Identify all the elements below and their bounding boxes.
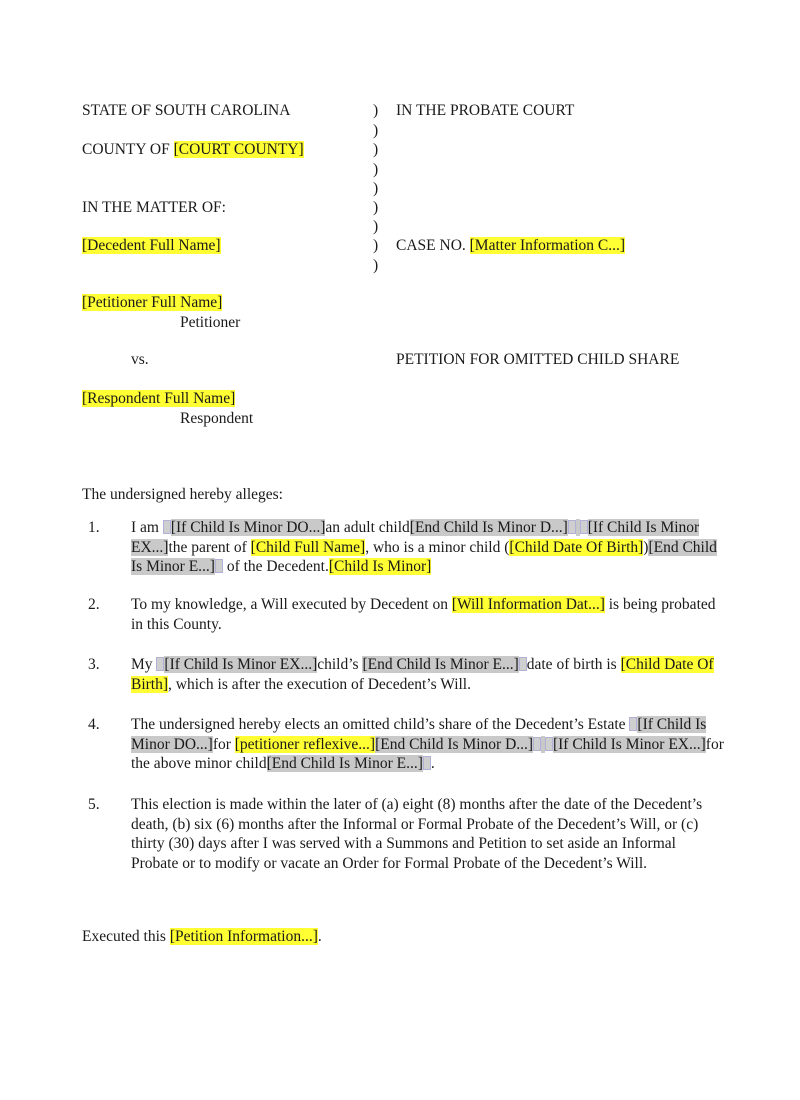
caption-paren: ) bbox=[373, 161, 379, 178]
conditional-field[interactable]: [If Child Is Minor EX...] bbox=[552, 735, 706, 753]
text: . bbox=[430, 755, 435, 772]
caption-paren: ) bbox=[373, 180, 379, 197]
county-prefix: COUNTY OF bbox=[82, 141, 174, 158]
county-field[interactable]: [COURT COUNTY] bbox=[173, 141, 304, 158]
case-prefix: CASE NO. bbox=[396, 237, 470, 254]
text: I am bbox=[131, 519, 163, 536]
text: My bbox=[131, 656, 157, 673]
case-number-line bbox=[396, 236, 625, 255]
paragraph-4 bbox=[131, 715, 731, 774]
caption-paren: ) bbox=[373, 237, 379, 254]
child-name-field[interactable]: [Child Full Name] bbox=[250, 538, 366, 556]
decedent-line bbox=[82, 236, 221, 255]
caption-paren: ) bbox=[373, 199, 379, 216]
executed-suffix: . bbox=[317, 928, 322, 945]
state-heading: STATE OF SOUTH CAROLINA bbox=[82, 102, 291, 119]
caption-paren: ) bbox=[373, 218, 379, 235]
document-title: PETITION FOR OMITTED CHILD SHARE bbox=[396, 351, 680, 368]
text: The undersigned hereby elects an omitted child’s share of the Decedent’s Estate bbox=[131, 716, 630, 733]
text: To my knowledge, a Will executed by Decedent on bbox=[131, 596, 452, 613]
paragraph-3 bbox=[131, 655, 731, 694]
caption-paren: ) bbox=[373, 122, 379, 139]
text: is being probated in this County. bbox=[131, 596, 716, 633]
paragraph-number: 1. bbox=[88, 519, 100, 536]
text: ) bbox=[643, 538, 649, 556]
field-marker-icon bbox=[423, 756, 431, 770]
conditional-field[interactable]: [End Child Is Minor E...] bbox=[266, 755, 423, 772]
field-marker-icon bbox=[580, 520, 588, 534]
executed-line bbox=[82, 927, 322, 946]
text: for bbox=[212, 735, 235, 753]
field-marker-icon bbox=[545, 737, 553, 751]
child-dob-field[interactable]: [Child Date Of Birth] bbox=[131, 656, 714, 693]
executed-prefix: Executed this bbox=[82, 928, 170, 945]
paragraph-number: 5. bbox=[88, 796, 100, 813]
versus-label: vs. bbox=[131, 351, 149, 368]
petitioner-reflexive-field[interactable]: [petitioner reflexive...] bbox=[234, 735, 376, 753]
text: an adult child bbox=[325, 519, 410, 536]
conditional-field[interactable]: [End Child Is Minor E...] bbox=[131, 538, 717, 575]
matter-heading: IN THE MATTER OF: bbox=[82, 199, 226, 216]
conditional-field[interactable]: [If Child Is Minor DO...] bbox=[131, 716, 707, 753]
field-marker-icon bbox=[533, 737, 541, 751]
text: child’s bbox=[317, 656, 363, 673]
child-is-minor-field[interactable]: [Child Is Minor] bbox=[328, 558, 432, 575]
paragraph-2 bbox=[131, 595, 731, 634]
paragraph-number: 2. bbox=[88, 596, 100, 613]
paragraph-number: 4. bbox=[88, 716, 100, 733]
conditional-field[interactable]: [If Child Is Minor EX...] bbox=[164, 656, 318, 673]
conditional-field[interactable]: [If Child Is Minor DO...] bbox=[170, 519, 326, 536]
intro-text: The undersigned hereby alleges: bbox=[82, 486, 283, 503]
petitioner-field[interactable]: [Petitioner Full Name] bbox=[82, 294, 223, 311]
text: the parent of bbox=[168, 538, 251, 556]
petitioner-label: Petitioner bbox=[180, 314, 241, 331]
caption-paren: ) bbox=[373, 141, 379, 158]
field-marker-icon bbox=[215, 559, 223, 573]
paragraph-1 bbox=[131, 518, 731, 577]
court-heading: IN THE PROBATE COURT bbox=[396, 102, 575, 119]
respondent-field[interactable]: [Respondent Full Name] bbox=[82, 390, 236, 407]
text: date of birth is bbox=[526, 656, 621, 673]
child-dob-field[interactable]: [Child Date Of Birth] bbox=[509, 538, 644, 556]
paragraph-5: This election is made within the later of (a) eight (8) months after the date of the Decedent’s death, (b) six (6) months after the Informal or Formal Probate of the Decedent’s Will, or (c) thirty (30) days after I was served with a Summons and Petition to set aside an Informal Probate or to modify or vacate an Order for Formal Probate of the Decedent’s Will. bbox=[131, 796, 703, 872]
caption-paren: ) bbox=[373, 257, 379, 274]
caption-paren: ) bbox=[373, 102, 379, 119]
will-date-field[interactable]: [Will Information Dat...] bbox=[451, 596, 605, 613]
county-line bbox=[82, 140, 304, 159]
respondent-line bbox=[82, 389, 235, 408]
conditional-field[interactable]: [If Child Is Minor EX...] bbox=[131, 519, 700, 556]
conditional-field[interactable]: [End Child Is Minor D...] bbox=[409, 519, 568, 536]
field-marker-icon bbox=[163, 520, 171, 534]
text: of the Decedent. bbox=[222, 558, 329, 575]
case-number-field[interactable]: [Matter Information C...] bbox=[469, 237, 626, 254]
text: , which is after the execution of Decedent’s Will. bbox=[168, 675, 471, 693]
text: for the above minor child bbox=[131, 735, 724, 772]
respondent-label: Respondent bbox=[180, 410, 254, 427]
decedent-field[interactable]: [Decedent Full Name] bbox=[82, 237, 221, 254]
field-marker-icon bbox=[519, 657, 527, 671]
text: , who is a minor child ( bbox=[365, 538, 510, 556]
paragraph-number: 3. bbox=[88, 656, 100, 673]
petitioner-line bbox=[82, 293, 222, 312]
conditional-field[interactable]: [End Child Is Minor E...] bbox=[362, 656, 519, 673]
field-marker-icon bbox=[568, 520, 576, 534]
petition-date-field[interactable]: [Petition Information...] bbox=[169, 928, 318, 945]
conditional-field[interactable]: [End Child Is Minor D...] bbox=[375, 735, 534, 753]
